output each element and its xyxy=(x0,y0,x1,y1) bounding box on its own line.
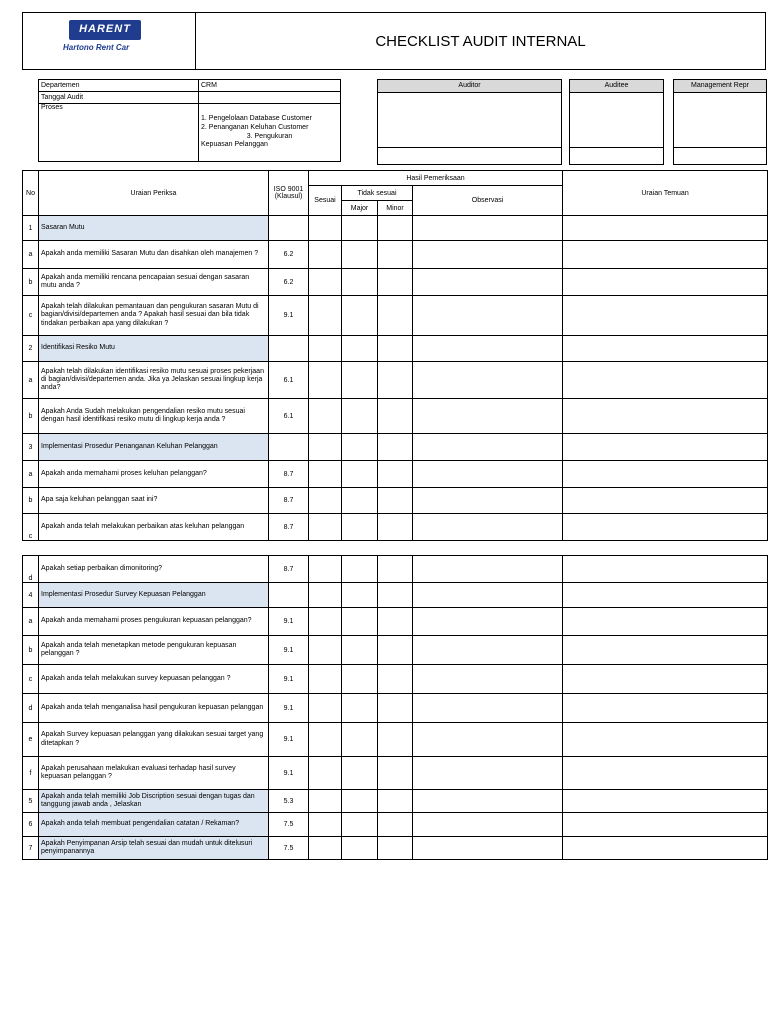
checklist-row xyxy=(23,757,768,790)
minor-cell[interactable] xyxy=(378,608,413,636)
col-temuan: Uraian Temuan xyxy=(563,171,768,216)
sesuai-cell[interactable] xyxy=(309,336,342,362)
checklist-row xyxy=(23,241,768,269)
major-cell[interactable] xyxy=(342,608,378,636)
section-title: Apakah Penyimpanan Arsip telah sesuai dan mudah untuk ditelusuri penyimpanannya xyxy=(39,837,269,860)
row-number: 2 xyxy=(23,336,39,362)
minor-cell[interactable] xyxy=(378,514,413,541)
minor-cell[interactable] xyxy=(378,723,413,757)
section-title: Implementasi Prosedur Survey Kepuasan Pelanggan xyxy=(39,583,269,608)
audit-info-table xyxy=(38,79,341,162)
col-uraian: Uraian Periksa xyxy=(39,171,269,216)
minor-cell[interactable] xyxy=(378,583,413,608)
iso-clause xyxy=(269,336,309,362)
question-text: Apakah telah dilakukan identifikasi resiko mutu sesuai proses pekerjaan di bagian/divisi/departemen anda. Jika ya Jelaskan sesuai lingkup kerja anda? xyxy=(39,362,269,399)
observasi-cell[interactable] xyxy=(413,837,563,860)
sesuai-cell[interactable] xyxy=(309,269,342,296)
major-cell[interactable] xyxy=(342,488,378,514)
temuan-cell[interactable] xyxy=(563,461,768,488)
iso-clause: 7.5 xyxy=(269,813,309,837)
observasi-cell[interactable] xyxy=(413,434,563,461)
checklist-row xyxy=(23,269,768,296)
temuan-cell[interactable] xyxy=(563,583,768,608)
major-cell[interactable] xyxy=(342,790,378,813)
observasi-cell[interactable] xyxy=(413,296,563,336)
minor-cell[interactable] xyxy=(378,296,413,336)
minor-cell[interactable] xyxy=(378,269,413,296)
iso-clause: 8.7 xyxy=(269,514,309,541)
minor-cell[interactable] xyxy=(378,216,413,241)
minor-cell[interactable] xyxy=(378,636,413,665)
section-title: Apakah anda telah membuat pengendalian catatan / Rekaman? xyxy=(39,813,269,837)
minor-cell[interactable] xyxy=(378,488,413,514)
row-number: e xyxy=(23,723,39,757)
checklist-row xyxy=(23,665,768,694)
sesuai-cell[interactable] xyxy=(309,608,342,636)
col-observasi: Observasi xyxy=(413,186,563,216)
proses-line-4: Kepuasan Pelanggan xyxy=(201,141,268,149)
checklist-table-2 xyxy=(22,555,768,860)
sesuai-cell[interactable] xyxy=(309,514,342,541)
temuan-cell[interactable] xyxy=(563,216,768,241)
major-cell[interactable] xyxy=(342,241,378,269)
proses-line-1: 1. Pengelolaan Database Customer xyxy=(201,115,312,122)
iso-clause: 8.7 xyxy=(269,556,309,583)
observasi-cell[interactable] xyxy=(413,269,563,296)
observasi-cell[interactable] xyxy=(413,694,563,723)
temuan-cell[interactable] xyxy=(563,488,768,514)
checklist-row xyxy=(23,399,768,434)
row-number: c xyxy=(23,514,39,541)
auditor-label: Auditor xyxy=(378,80,561,93)
iso-clause: 6.1 xyxy=(269,399,309,434)
row-number: c xyxy=(23,296,39,336)
sesuai-cell[interactable] xyxy=(309,488,342,514)
iso-clause xyxy=(269,434,309,461)
question-text: Apakah anda memiliki rencana pencapaian sesuai dengan sasaran mutu anda ? xyxy=(39,269,269,296)
temuan-cell[interactable] xyxy=(563,837,768,860)
sesuai-cell[interactable] xyxy=(309,837,342,860)
major-cell[interactable] xyxy=(342,269,378,296)
management-label: Management Repr xyxy=(674,80,766,93)
logo-text: HARENT xyxy=(79,23,131,35)
temuan-cell[interactable] xyxy=(563,434,768,461)
checklist-row xyxy=(23,813,768,837)
col-no: No xyxy=(23,171,39,216)
row-number: 7 xyxy=(23,837,39,860)
major-cell[interactable] xyxy=(342,723,378,757)
row-number: a xyxy=(23,241,39,269)
sesuai-cell[interactable] xyxy=(309,461,342,488)
question-text: Apakah anda memahami proses pengukuran kepuasan pelanggan? xyxy=(39,608,269,636)
minor-cell[interactable] xyxy=(378,813,413,837)
iso-clause: 9.1 xyxy=(269,296,309,336)
proses-line-3: 3. Pengukuran xyxy=(246,132,293,140)
temuan-cell[interactable] xyxy=(563,556,768,583)
iso-clause: 9.1 xyxy=(269,665,309,694)
temuan-cell[interactable] xyxy=(563,362,768,399)
departemen-label: Departemen xyxy=(39,80,199,92)
auditor-box xyxy=(377,79,562,165)
question-text: Apakah perusahaan melakukan evaluasi terhadap hasil survey kepuasan pelanggan ? xyxy=(39,757,269,790)
document-header xyxy=(22,12,766,70)
minor-cell[interactable] xyxy=(378,461,413,488)
sesuai-cell[interactable] xyxy=(309,556,342,583)
question-text: Apakah anda telah melakukan perbaikan atas keluhan pelanggan xyxy=(39,514,269,541)
company-logo xyxy=(23,13,196,69)
question-text: Apakah Anda Sudah melakukan pengendalian resiko mutu sesuai dengan hasil identifikasi resiko mutu di lingkup kerja anda ? xyxy=(39,399,269,434)
observasi-cell[interactable] xyxy=(413,336,563,362)
major-cell[interactable] xyxy=(342,336,378,362)
row-number: c xyxy=(23,665,39,694)
minor-cell[interactable] xyxy=(378,790,413,813)
row-number: 4 xyxy=(23,583,39,608)
iso-clause: 9.1 xyxy=(269,757,309,790)
proses-value xyxy=(199,104,341,162)
observasi-cell[interactable] xyxy=(413,723,563,757)
row-number: 1 xyxy=(23,216,39,241)
sesuai-cell[interactable] xyxy=(309,583,342,608)
sesuai-cell[interactable] xyxy=(309,813,342,837)
col-iso-line2: (Klausul) xyxy=(274,193,303,200)
checklist-row xyxy=(23,434,768,461)
checklist-row xyxy=(23,583,768,608)
auditee-box xyxy=(569,79,664,165)
iso-clause: 9.1 xyxy=(269,694,309,723)
checklist-row xyxy=(23,636,768,665)
row-number: b xyxy=(23,636,39,665)
major-cell[interactable] xyxy=(342,461,378,488)
temuan-cell[interactable] xyxy=(563,636,768,665)
col-sesuai: Sesuai xyxy=(309,186,342,216)
major-cell[interactable] xyxy=(342,216,378,241)
checklist-row xyxy=(23,694,768,723)
minor-cell[interactable] xyxy=(378,757,413,790)
minor-cell[interactable] xyxy=(378,336,413,362)
sesuai-cell[interactable] xyxy=(309,399,342,434)
document-title: CHECKLIST AUDIT INTERNAL xyxy=(375,32,586,50)
row-number: 6 xyxy=(23,813,39,837)
checklist-row xyxy=(23,362,768,399)
temuan-cell[interactable] xyxy=(563,241,768,269)
col-major: Major xyxy=(342,201,378,216)
checklist-table-1 xyxy=(22,170,768,541)
row-number: 3 xyxy=(23,434,39,461)
iso-clause: 6.2 xyxy=(269,269,309,296)
observasi-cell[interactable] xyxy=(413,488,563,514)
major-cell[interactable] xyxy=(342,583,378,608)
iso-clause: 9.1 xyxy=(269,636,309,665)
major-cell[interactable] xyxy=(342,813,378,837)
col-minor: Minor xyxy=(378,201,413,216)
minor-cell[interactable] xyxy=(378,362,413,399)
checklist-row xyxy=(23,514,768,541)
question-text: Apakah anda memiliki Sasaran Mutu dan disahkan oleh manajemen ? xyxy=(39,241,269,269)
minor-cell[interactable] xyxy=(378,241,413,269)
col-hasil: Hasil Pemeriksaan xyxy=(309,171,563,186)
observasi-cell[interactable] xyxy=(413,636,563,665)
temuan-cell[interactable] xyxy=(563,665,768,694)
question-text: Apakah Survey kepuasan pelanggan yang dilakukan sesuai target yang ditetapkan ? xyxy=(39,723,269,757)
minor-cell[interactable] xyxy=(378,399,413,434)
tanggal-value xyxy=(199,92,341,104)
major-cell[interactable] xyxy=(342,362,378,399)
minor-cell[interactable] xyxy=(378,665,413,694)
proses-label: Proses xyxy=(39,104,199,162)
major-cell[interactable] xyxy=(342,837,378,860)
checklist-body-2 xyxy=(23,556,768,860)
row-number: f xyxy=(23,757,39,790)
management-box xyxy=(673,79,767,165)
temuan-cell[interactable] xyxy=(563,399,768,434)
management-divider xyxy=(674,147,766,148)
checklist-row xyxy=(23,216,768,241)
checklist-row xyxy=(23,461,768,488)
auditee-divider xyxy=(570,147,663,148)
iso-clause: 9.1 xyxy=(269,608,309,636)
row-number: d xyxy=(23,556,39,583)
auditor-divider xyxy=(378,147,561,148)
sesuai-cell[interactable] xyxy=(309,636,342,665)
major-cell[interactable] xyxy=(342,694,378,723)
observasi-cell[interactable] xyxy=(413,813,563,837)
section-title: Implementasi Prosedur Penanganan Keluhan Pelanggan xyxy=(39,434,269,461)
question-text: Apakah anda telah menetapkan metode pengukuran kepuasan pelanggan ? xyxy=(39,636,269,665)
section-title: Sasaran Mutu xyxy=(39,216,269,241)
section-title: Identifikasi Resiko Mutu xyxy=(39,336,269,362)
sesuai-cell[interactable] xyxy=(309,694,342,723)
sesuai-cell[interactable] xyxy=(309,296,342,336)
checklist-row xyxy=(23,296,768,336)
row-number: a xyxy=(23,461,39,488)
iso-clause xyxy=(269,216,309,241)
major-cell[interactable] xyxy=(342,665,378,694)
sesuai-cell[interactable] xyxy=(309,757,342,790)
sesuai-cell[interactable] xyxy=(309,723,342,757)
major-cell[interactable] xyxy=(342,514,378,541)
minor-cell[interactable] xyxy=(378,837,413,860)
iso-clause: 9.1 xyxy=(269,723,309,757)
observasi-cell[interactable] xyxy=(413,216,563,241)
sesuai-cell[interactable] xyxy=(309,241,342,269)
checklist-row xyxy=(23,556,768,583)
tanggal-label: Tanggal Audit xyxy=(39,92,199,104)
observasi-cell[interactable] xyxy=(413,362,563,399)
iso-clause: 8.7 xyxy=(269,461,309,488)
sesuai-cell[interactable] xyxy=(309,790,342,813)
logo-badge xyxy=(69,20,141,40)
observasi-cell[interactable] xyxy=(413,556,563,583)
col-iso xyxy=(269,171,309,216)
iso-clause: 7.5 xyxy=(269,837,309,860)
iso-clause xyxy=(269,583,309,608)
iso-clause: 5.3 xyxy=(269,790,309,813)
checklist-row xyxy=(23,608,768,636)
temuan-cell[interactable] xyxy=(563,296,768,336)
row-number: a xyxy=(23,608,39,636)
observasi-cell[interactable] xyxy=(413,514,563,541)
sesuai-cell[interactable] xyxy=(309,665,342,694)
observasi-cell[interactable] xyxy=(413,757,563,790)
observasi-cell[interactable] xyxy=(413,665,563,694)
logo-subtitle: Hartono Rent Car xyxy=(63,43,130,52)
question-text: Apakah anda memahami proses keluhan pelanggan? xyxy=(39,461,269,488)
question-text: Apakah anda telah melakukan survey kepuasan pelanggan ? xyxy=(39,665,269,694)
minor-cell[interactable] xyxy=(378,694,413,723)
departemen-value: CRM xyxy=(199,80,341,92)
checklist-row xyxy=(23,488,768,514)
auditee-label: Auditee xyxy=(570,80,663,93)
major-cell[interactable] xyxy=(342,556,378,583)
row-number: b xyxy=(23,488,39,514)
col-tidak-sesuai: Tidak sesuai xyxy=(342,186,413,201)
sesuai-cell[interactable] xyxy=(309,216,342,241)
temuan-cell[interactable] xyxy=(563,723,768,757)
sesuai-cell[interactable] xyxy=(309,434,342,461)
col-iso-line1: ISO 9001 xyxy=(273,186,304,193)
major-cell[interactable] xyxy=(342,296,378,336)
proses-line-2: 2. Penanganan Keluhan Customer xyxy=(201,123,309,131)
observasi-cell[interactable] xyxy=(413,790,563,813)
iso-clause: 6.2 xyxy=(269,241,309,269)
observasi-cell[interactable] xyxy=(413,461,563,488)
observasi-cell[interactable] xyxy=(413,241,563,269)
row-number: 5 xyxy=(23,790,39,813)
checklist-row xyxy=(23,790,768,813)
temuan-cell[interactable] xyxy=(563,694,768,723)
row-number: b xyxy=(23,269,39,296)
question-text: Apakah telah dilakukan pemantauan dan pengukuran sasaran Mutu di bagian/divisi/departemen anda ? Apakah hasil sesuai dan bila tidak tindakan perbaikan apa yang dilakukan ? xyxy=(39,296,269,336)
temuan-cell[interactable] xyxy=(563,813,768,837)
section-title: Apakah anda telah memiliki Job Discription sesuai dengan tugas dan tanggung jawab anda , Jelaskan xyxy=(39,790,269,813)
major-cell[interactable] xyxy=(342,399,378,434)
temuan-cell[interactable] xyxy=(563,757,768,790)
observasi-cell[interactable] xyxy=(413,583,563,608)
temuan-cell[interactable] xyxy=(563,514,768,541)
temuan-cell[interactable] xyxy=(563,336,768,362)
observasi-cell[interactable] xyxy=(413,608,563,636)
question-text: Apakah anda telah menganalisa hasil pengukuran kepuasan pelanggan xyxy=(39,694,269,723)
sesuai-cell[interactable] xyxy=(309,362,342,399)
temuan-cell[interactable] xyxy=(563,790,768,813)
minor-cell[interactable] xyxy=(378,556,413,583)
checklist-row xyxy=(23,336,768,362)
minor-cell[interactable] xyxy=(378,434,413,461)
major-cell[interactable] xyxy=(342,636,378,665)
question-text: Apakah setiap perbaikan dimonitoring? xyxy=(39,556,269,583)
question-text: Apa saja keluhan pelanggan saat ini? xyxy=(39,488,269,514)
temuan-cell[interactable] xyxy=(563,608,768,636)
checklist-row xyxy=(23,837,768,860)
major-cell[interactable] xyxy=(342,757,378,790)
temuan-cell[interactable] xyxy=(563,269,768,296)
row-number: d xyxy=(23,694,39,723)
observasi-cell[interactable] xyxy=(413,399,563,434)
iso-clause: 8.7 xyxy=(269,488,309,514)
major-cell[interactable] xyxy=(342,434,378,461)
row-number: b xyxy=(23,399,39,434)
row-number: a xyxy=(23,362,39,399)
checklist-body-1 xyxy=(23,216,768,541)
iso-clause: 6.1 xyxy=(269,362,309,399)
checklist-row xyxy=(23,723,768,757)
